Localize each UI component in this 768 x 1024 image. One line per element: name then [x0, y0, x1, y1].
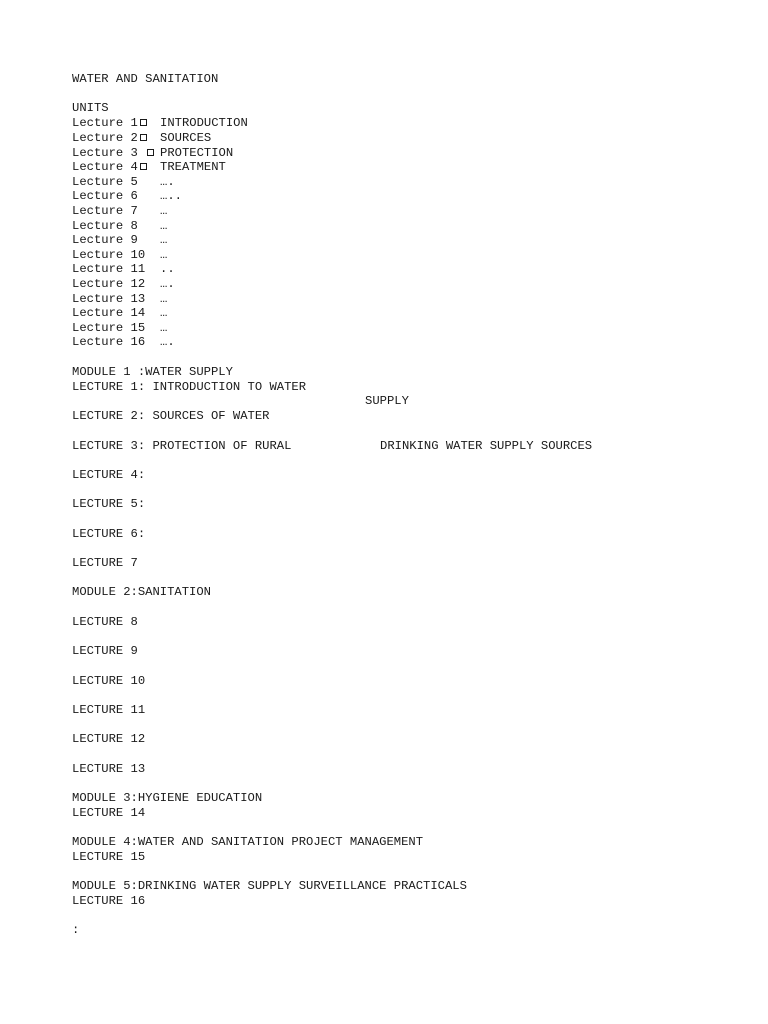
unit-item — [72, 321, 167, 335]
module-4-heading: MODULE 4:WATER AND SANITATION PROJECT MANAGEMENT — [72, 835, 424, 849]
module-4-lecture: LECTURE 15 — [72, 850, 146, 864]
unit-label: Lecture 7 — [72, 204, 138, 218]
unit-topic: INTRODUCTION — [160, 116, 248, 130]
module-3-heading: MODULE 3:HYGIENE EDUCATION — [72, 791, 263, 805]
module-1-lecture-3-continuation: DRINKING WATER SUPPLY SOURCES — [380, 439, 593, 453]
unit-topic: PROTECTION — [160, 146, 234, 160]
module-1-lecture-6: LECTURE 6: — [72, 527, 146, 541]
bullet-box-icon — [140, 163, 147, 170]
unit-item — [72, 116, 248, 130]
unit-topic: … — [160, 306, 168, 320]
unit-label: Lecture 4 — [72, 160, 160, 174]
unit-item — [72, 292, 167, 306]
unit-label: Lecture 16 — [72, 335, 146, 349]
unit-topic: … — [160, 292, 168, 306]
module-1-lecture-7: LECTURE 7 — [72, 556, 138, 570]
module-1-heading: MODULE 1 :WATER SUPPLY — [72, 365, 233, 379]
unit-topic: SOURCES — [160, 131, 212, 145]
trailing-colon: : — [72, 923, 80, 937]
module-1-lecture-1-continuation: SUPPLY — [365, 394, 409, 408]
unit-label: Lecture 12 — [72, 277, 146, 291]
unit-label: Lecture 15 — [72, 321, 146, 335]
module-1-lecture-4: LECTURE 4: — [72, 468, 146, 482]
unit-item — [72, 233, 167, 247]
unit-topic: .. — [160, 262, 175, 276]
unit-label: Lecture 8 — [72, 219, 138, 233]
module-5-lecture: LECTURE 16 — [72, 894, 146, 908]
unit-label: Lecture 6 — [72, 189, 138, 203]
module-2-lecture: LECTURE 11 — [72, 703, 146, 717]
units-heading: UNITS — [72, 101, 109, 115]
module-1-lecture-2: LECTURE 2: SOURCES OF WATER — [72, 409, 270, 423]
module-1-lecture-3: LECTURE 3: PROTECTION OF RURAL — [72, 439, 292, 453]
module-2-lecture: LECTURE 13 — [72, 762, 146, 776]
module-1-lecture-5: LECTURE 5: — [72, 497, 146, 511]
module-2-lecture: LECTURE 9 — [72, 644, 138, 658]
unit-label: Lecture 1 — [72, 116, 160, 130]
unit-item — [72, 146, 233, 160]
unit-label: Lecture 2 — [72, 131, 160, 145]
unit-label: Lecture 13 — [72, 292, 146, 306]
module-2-lecture: LECTURE 8 — [72, 615, 138, 629]
unit-item — [72, 175, 175, 189]
unit-label: Lecture 5 — [72, 175, 138, 189]
unit-label: Lecture 9 — [72, 233, 138, 247]
unit-topic: …. — [160, 175, 175, 189]
unit-topic: … — [160, 321, 168, 335]
unit-item — [72, 219, 167, 233]
unit-item — [72, 248, 167, 262]
module-1-lecture-1: LECTURE 1: INTRODUCTION TO WATER — [72, 380, 307, 394]
unit-item — [72, 204, 167, 218]
module-5-heading: MODULE 5:DRINKING WATER SUPPLY SURVEILLANCE PRACTICALS — [72, 879, 467, 893]
unit-item — [72, 131, 211, 145]
unit-item — [72, 262, 175, 276]
unit-topic: …. — [160, 335, 175, 349]
unit-label: Lecture 11 — [72, 262, 146, 276]
bullet-box-icon — [147, 149, 154, 156]
bullet-box-icon — [140, 134, 147, 141]
unit-label: Lecture 3 — [72, 146, 160, 160]
unit-topic: …. — [160, 277, 175, 291]
unit-topic: TREATMENT — [160, 160, 226, 174]
module-2-heading: MODULE 2:SANITATION — [72, 585, 211, 599]
document-title: WATER AND SANITATION — [72, 72, 219, 86]
unit-item — [72, 160, 226, 174]
unit-topic: ….. — [160, 189, 182, 203]
unit-topic: … — [160, 233, 168, 247]
unit-item — [72, 189, 182, 203]
module-2-lecture: LECTURE 12 — [72, 732, 146, 746]
unit-label: Lecture 10 — [72, 248, 146, 262]
unit-item — [72, 335, 175, 349]
unit-item — [72, 277, 175, 291]
module-3-lecture: LECTURE 14 — [72, 806, 146, 820]
unit-topic: … — [160, 204, 168, 218]
unit-label: Lecture 14 — [72, 306, 146, 320]
bullet-box-icon — [140, 119, 147, 126]
module-2-lecture: LECTURE 10 — [72, 674, 146, 688]
unit-topic: … — [160, 219, 168, 233]
unit-topic: … — [160, 248, 168, 262]
unit-item — [72, 306, 167, 320]
